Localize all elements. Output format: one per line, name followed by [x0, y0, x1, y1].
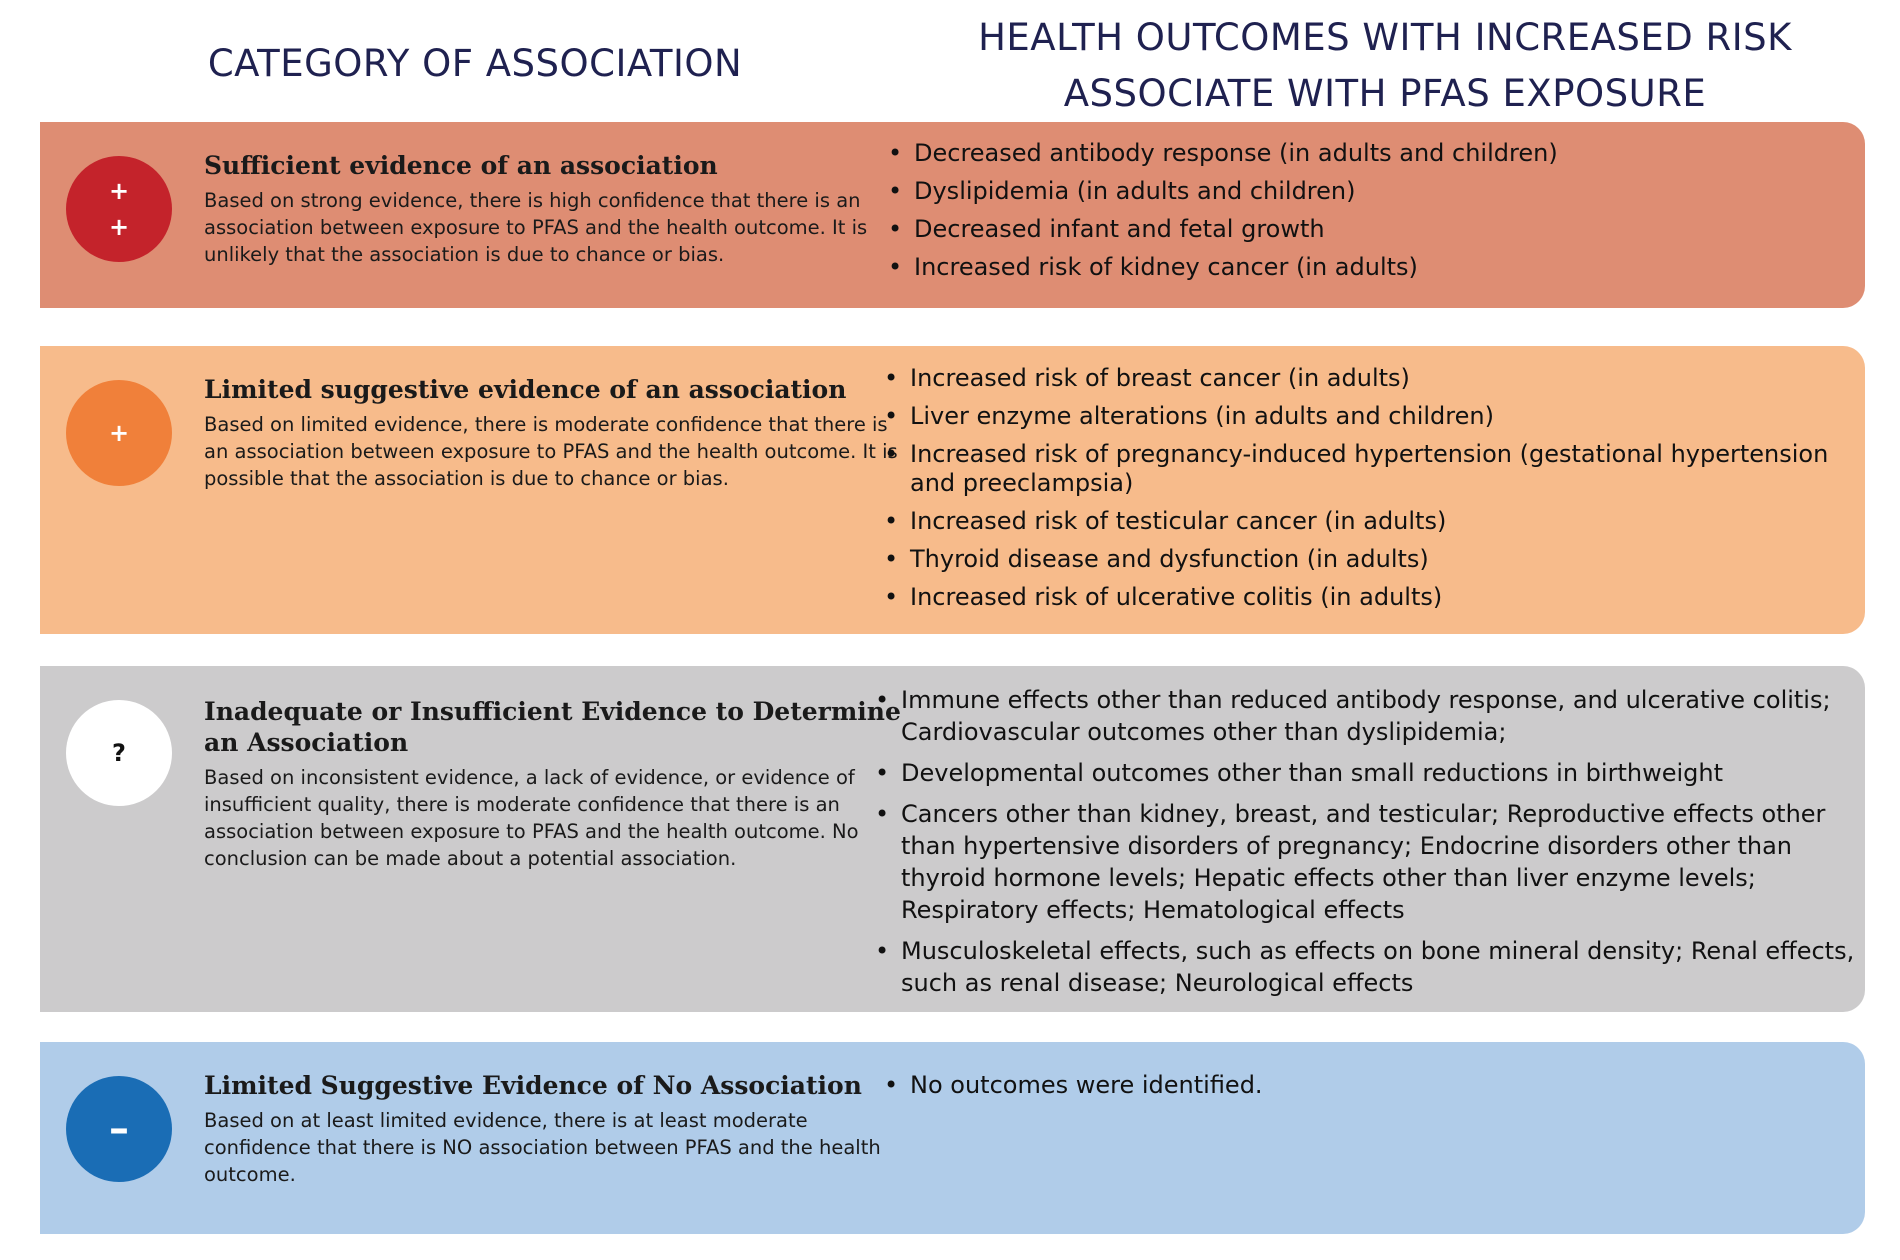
outcome-item: • Thyroid disease and dysfunction (in adults) [882, 545, 1862, 574]
outcomes-column-header [940, 10, 1830, 122]
category-column-header: CATEGORY OF ASSOCIATION [207, 42, 743, 85]
outcome-item: • Cancers other than kidney, breast, and testicular; Reproductive effects other than hypertensive disorders of pregnancy; Endocrine disorders other than thyroid hormone levels; Hepatic effects other than liver enzyme levels; Respiratory effects; Hematological effects [873, 798, 1863, 926]
category-description: Based on limited evidence, there is moderate confidence that there is an association between exposure to PFAS and the health outcome. It is possible that the association is due to chance or bias. [204, 413, 898, 490]
double-plus-icon [66, 156, 172, 262]
outcome-list [882, 1070, 1842, 1100]
outcome-item: • Decreased infant and fetal growth [886, 214, 1846, 244]
category-title: Sufficient evidence of an association [204, 151, 718, 180]
category-description: Based on at least limited evidence, there is at least moderate confidence that there is NO association between PFAS and the health outcome. [204, 1109, 881, 1186]
category-text [204, 374, 904, 492]
category-limited-evidence [40, 346, 1865, 634]
question-glyph: ? [112, 739, 126, 767]
minus-icon [66, 1076, 172, 1182]
outcomes-header-line-1: HEALTH OUTCOMES WITH INCREASED RISK [978, 16, 1792, 59]
category-title: Limited suggestive evidence of an association [204, 375, 847, 404]
outcome-item: • Decreased antibody response (in adults and children) [886, 138, 1846, 168]
plus-icon [66, 380, 172, 486]
outcome-list [886, 138, 1846, 290]
category-text [204, 696, 904, 872]
outcome-item: • Increased risk of pregnancy-induced hypertension (gestational hypertension and preeclampsia) [882, 440, 1862, 498]
outcome-item: • No outcomes were identified. [882, 1070, 1842, 1100]
outcome-item: • Increased risk of ulcerative colitis (in adults) [882, 583, 1862, 612]
outcome-item: • Immune effects other than reduced antibody response, and ulcerative colitis; Cardiovascular outcomes other than dyslipidemia; [873, 684, 1863, 748]
plus-glyph-bottom: + [108, 213, 130, 241]
plus-glyph-top: + [108, 177, 130, 205]
outcome-list [873, 684, 1863, 1008]
category-text [204, 150, 904, 268]
category-text [204, 1070, 904, 1188]
outcome-item: • Increased risk of testicular cancer (in adults) [882, 507, 1862, 536]
outcome-item: • Increased risk of breast cancer (in adults) [882, 364, 1862, 393]
category-title: Inadequate or Insufficient Evidence to Determine an Association [204, 697, 901, 757]
outcome-item: • Developmental outcomes other than small reductions in birthweight [873, 757, 1863, 789]
category-description: Based on inconsistent evidence, a lack of evidence, or evidence of insufficient quality, there is moderate confidence that there is an association between exposure to PFAS and the health outcome. No conclusion can be made about a potential association. [204, 766, 859, 870]
category-inadequate-evidence [40, 666, 1865, 1012]
outcome-list [882, 364, 1862, 621]
plus-glyph: + [108, 419, 130, 447]
outcome-item: • Dyslipidemia (in adults and children) [886, 176, 1846, 206]
question-mark-icon [66, 700, 172, 806]
outcome-item: • Liver enzyme alterations (in adults and children) [882, 402, 1862, 431]
outcome-item: • Increased risk of kidney cancer (in adults) [886, 252, 1846, 282]
outcome-item: • Musculoskeletal effects, such as effects on bone mineral density; Renal effects, such as renal disease; Neurological effects [873, 935, 1863, 999]
category-no-association [40, 1042, 1865, 1234]
outcomes-header-line-2: ASSOCIATE WITH PFAS EXPOSURE [1063, 72, 1707, 115]
category-sufficient-evidence [40, 122, 1865, 308]
category-description: Based on strong evidence, there is high confidence that there is an association between exposure to PFAS and the health outcome. It is unlikely that the association is due to chance or bias. [204, 189, 868, 266]
minus-glyph: – [109, 1106, 129, 1152]
category-title: Limited Suggestive Evidence of No Association [204, 1071, 862, 1100]
